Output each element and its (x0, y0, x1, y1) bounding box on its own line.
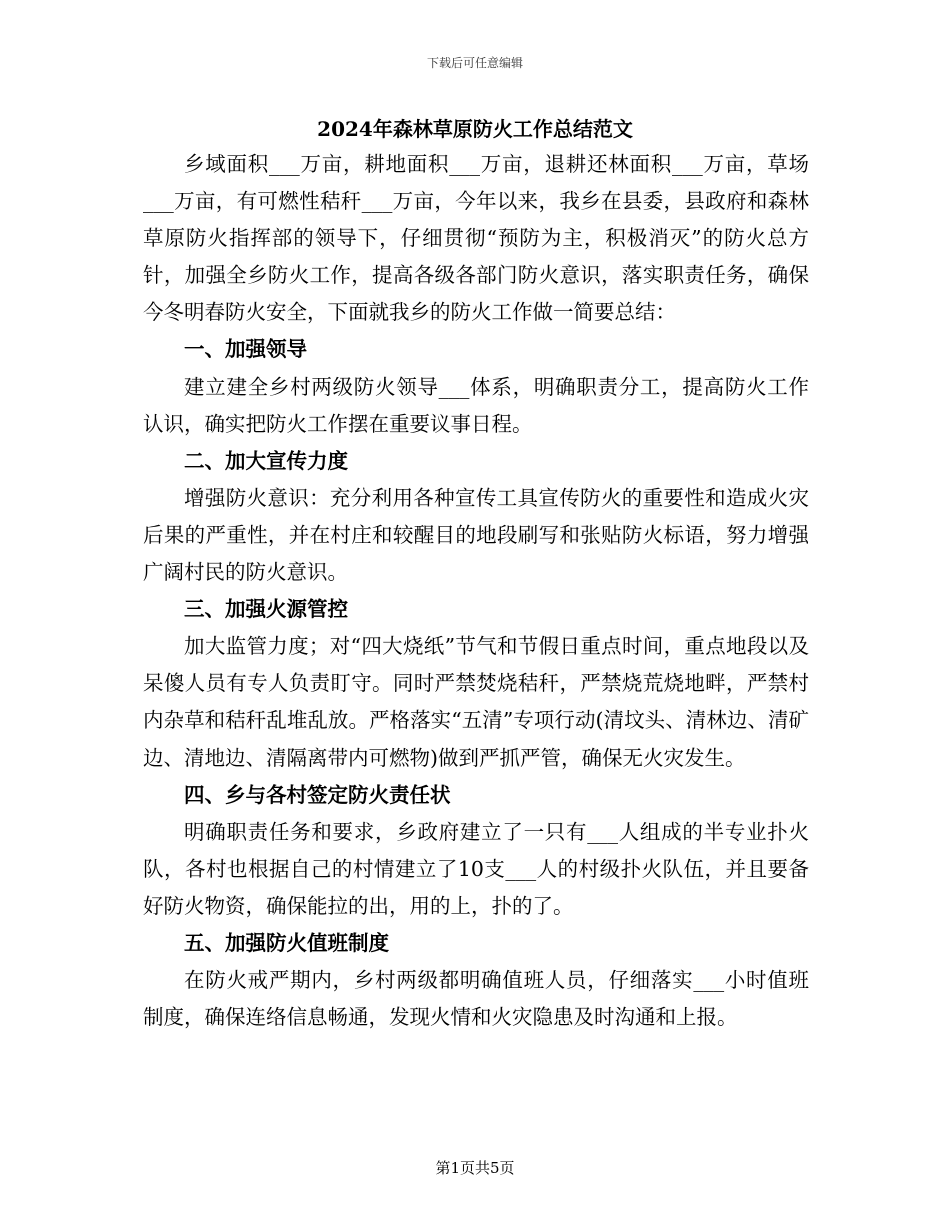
section-heading-2: 二、加大宣传力度 (184, 448, 348, 473)
section-heading-3: 三、加强火源管控 (184, 597, 348, 622)
header-note: 下载后可任意编辑 (426, 56, 523, 70)
section-heading-1: 一、加强领导 (184, 337, 307, 362)
section-heading-5: 五、加强防火值班制度 (184, 930, 389, 955)
section-body-1: 建立建全乡村两级防火领导___体系，明确职责分工，提高防火工作认识，确实把防火工作摆在重要议事日程。 (143, 374, 809, 436)
page-title: 2024年森林草原防火工作总结范文 (317, 117, 633, 141)
intro-paragraph: 乡域面积___万亩，耕地面积___万亩，退耕还林面积___万亩，草场___万亩，有可燃性秸秆___万亩，今年以来，我乡在县委，县政府和森林草原防火指挥部的领导下，仔细贯彻“预防为主，积极消灭”的防火总方针，加强全乡防火工作，提高各级各部门防火意识，落实职责任务，确保今冬明春防火安全，下面就我乡的防火工作做一简要总结： (143, 152, 809, 325)
section-body-4: 明确职责任务和要求，乡政府建立了一只有___人组成的半专业扑火队，各村也根据自己的村情建立了10支___人的村级扑火队伍，并且要备好防火物资，确保能拉的出，用的上，扑的了。 (143, 819, 809, 918)
section-heading-4: 四、乡与各村签定防火责任状 (184, 782, 451, 807)
page-number-footer: 第1页共5页 (435, 1159, 515, 1177)
section-body-5: 在防火戒严期内，乡村两级都明确值班人员，仔细落实___小时值班制度，确保连络信息畅通，发现火情和火灾隐患及时沟通和上报。 (143, 968, 809, 1030)
document-body (143, 146, 809, 1036)
section-body-2: 增强防火意识：充分利用各种宣传工具宣传防火的重要性和造成火灾后果的严重性，并在村庄和较醒目的地段刷写和张贴防火标语，努力增强广阔村民的防火意识。 (143, 485, 809, 585)
section-body-3: 加大监管力度；对“四大烧纸”节气和节假日重点时间，重点地段以及呆傻人员有专人负责盯守。同时严禁焚烧秸秆，严禁烧荒烧地畔，严禁村内杂草和秸秆乱堆乱放。严格落实“五清”专项行动(清坟头、清林边、清矿边、清地边、清隔离带内可燃物)做到严抓严管，确保无火灾发生。 (143, 634, 809, 770)
